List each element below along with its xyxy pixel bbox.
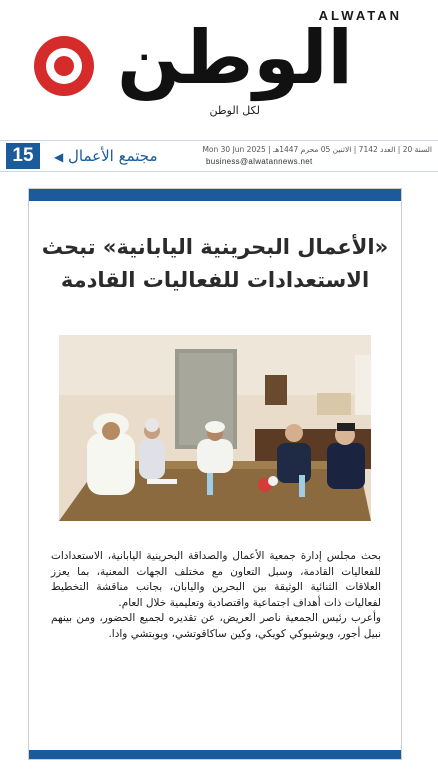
page-number-badge: 15 <box>6 143 40 169</box>
article-paragraph: وأعرب رئيس الجمعية ناصر العريض، عن تقديره لجميع الحضور، ومن بينهم نبيل أجور، ويوشيوكي كويكي، وكين ساكاقوتشي، ويوبتشي وادا. <box>51 612 381 640</box>
article-paragraph: بحث مجلس إدارة جمعية الأعمال والصداقة البحرينية اليابانية، الاستعدادات للفعاليات القادمة، وسبل التعاون مع مختلف الجهات المعنية، بما يعزز العلاقات الثنائية الوثيقة بين البحرين واليابان، بجانب مناقشة التخطيط لفعاليات ذات أهداف اجتماعية واقتصادية وتعليمية خلال العام. <box>51 550 381 609</box>
section-header-bar <box>0 140 438 172</box>
section-title[interactable] <box>48 144 158 168</box>
article-card <box>28 188 402 760</box>
logo-latin-text: ALWATAN <box>318 8 402 23</box>
section-title-label: مجتمع الأعمال <box>68 147 158 165</box>
masthead <box>0 0 438 130</box>
issue-meta: السنة 20 | العدد 7142 | الاثنين 05 محرم 1447هـ | Mon 30 Jun 2025 <box>202 145 432 154</box>
card-top-rule <box>29 189 401 201</box>
tagline: لكل الوطن <box>209 104 260 117</box>
play-triangle-icon: ◀ <box>54 150 64 164</box>
card-bottom-rule <box>29 750 401 759</box>
article-body <box>51 549 381 642</box>
article-headline: «الأعمال البحرينية اليابانية» تبحث الاستعدادات للفعاليات القادمة <box>41 235 389 292</box>
section-email-link[interactable]: business@alwatannews.net <box>206 157 313 166</box>
article-photo <box>59 335 371 521</box>
logo-arabic-text: الوطن <box>117 15 353 101</box>
